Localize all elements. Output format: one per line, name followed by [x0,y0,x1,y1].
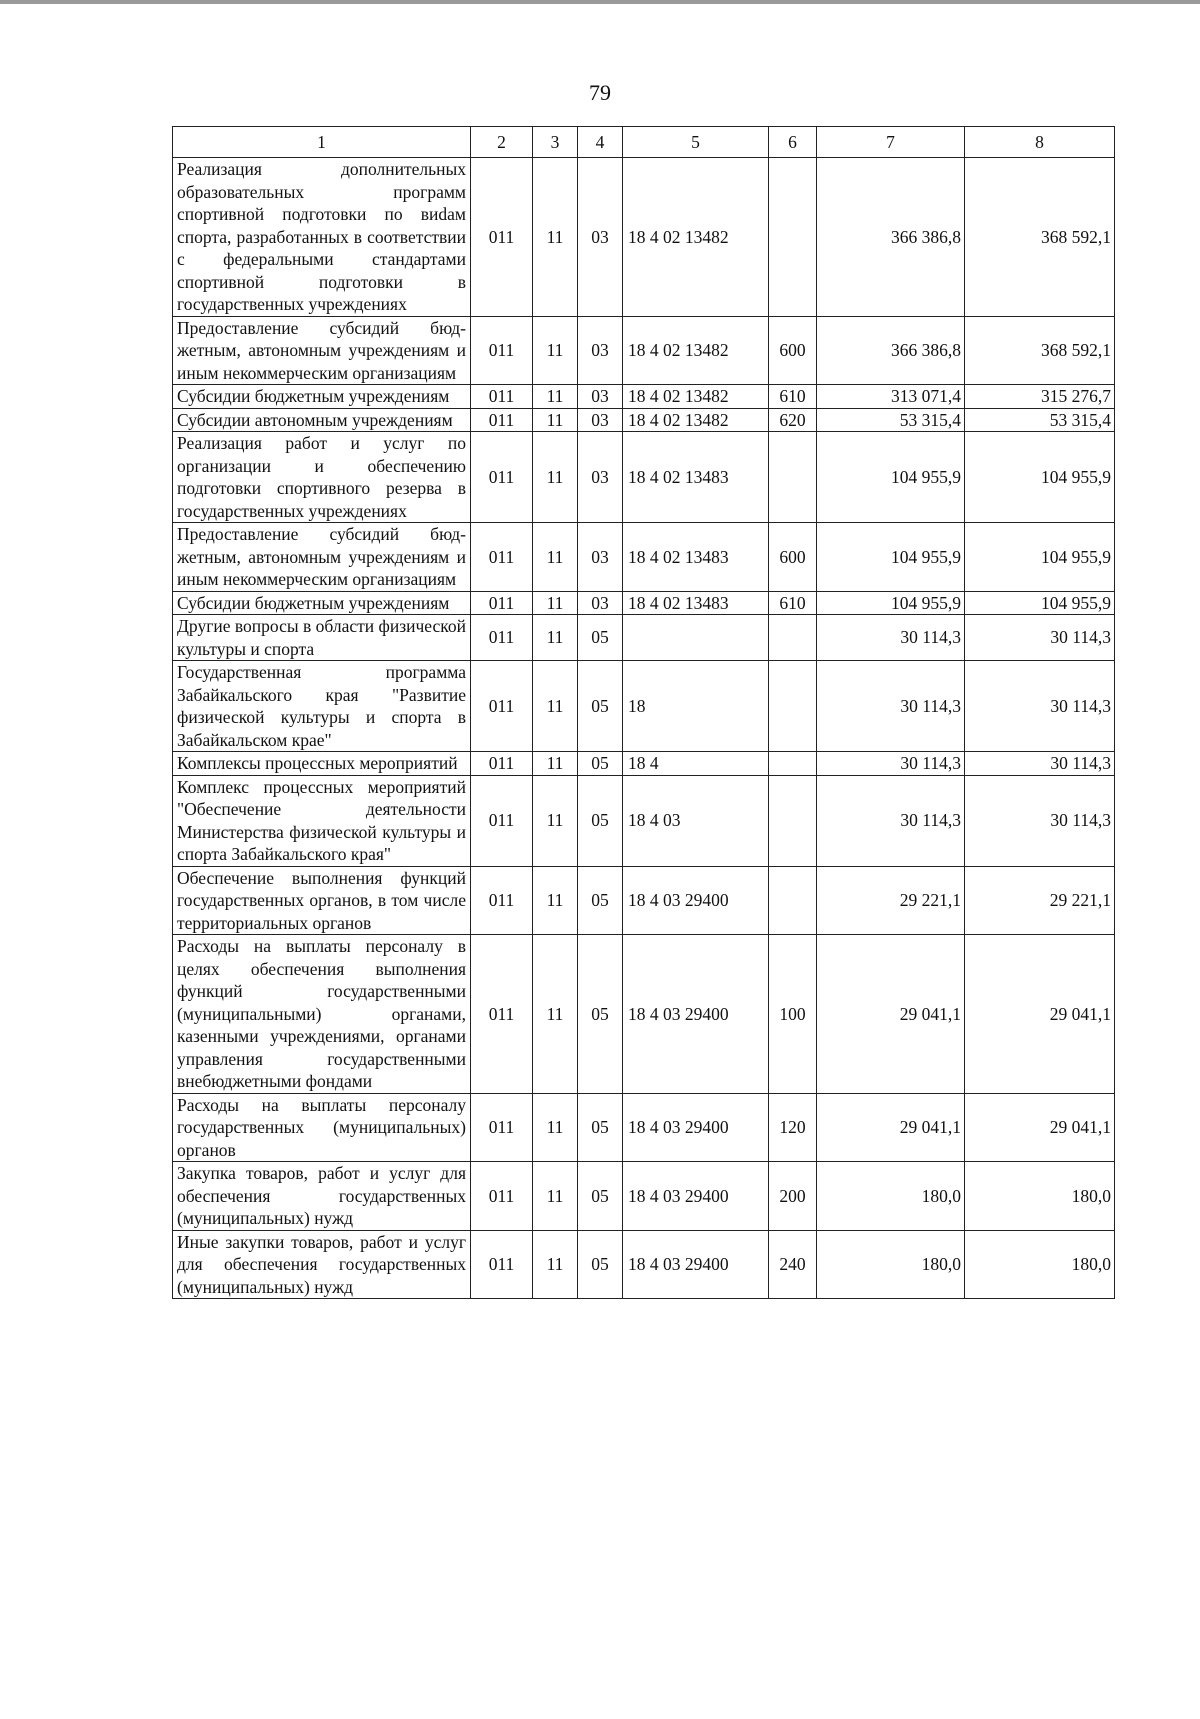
header-row [173,127,1115,158]
section-code-cell: 11 [533,1230,578,1299]
scan-top-edge [0,0,1200,4]
expense-name-cell: Закупка товаров, работ и услуг для обеспечения государственных (муниципальных) нужд [173,1162,471,1231]
expense-type-cell: 610 [769,385,817,409]
expense-type-cell [769,615,817,661]
amount-year2-cell: 30 114,3 [965,775,1115,866]
subsection-code-cell: 05 [578,775,623,866]
target-article-cell: 18 4 03 29400 [623,866,769,935]
subsection-code-cell: 05 [578,752,623,776]
amount-year2-cell: 30 114,3 [965,661,1115,752]
ministry-code-cell: 011 [471,935,533,1094]
header-col-6: 6 [769,127,817,158]
page-number: 79 [589,80,611,105]
target-article-cell: 18 [623,661,769,752]
target-article-cell: 18 4 02 13482 [623,408,769,432]
table-row [173,661,1115,752]
subsection-code-cell: 03 [578,591,623,615]
amount-year2-cell: 29 041,1 [965,935,1115,1094]
target-article-cell: 18 4 02 13482 [623,316,769,385]
target-article-cell: 18 4 02 13483 [623,432,769,523]
expense-name-cell: Государственная программа Забайкальского края "Развитие физической культуры и спорта в Забайкальском крае" [173,661,471,752]
table-row [173,775,1115,866]
table-row [173,752,1115,776]
target-article-cell: 18 4 03 29400 [623,1230,769,1299]
section-code-cell: 11 [533,615,578,661]
budget-table [172,126,1115,1299]
expense-type-cell [769,775,817,866]
expense-type-cell: 120 [769,1093,817,1162]
target-article-cell [623,615,769,661]
section-code-cell: 11 [533,408,578,432]
amount-year1-cell: 104 955,9 [817,432,965,523]
expense-type-cell [769,661,817,752]
target-article-cell: 18 4 02 13482 [623,385,769,409]
amount-year1-cell: 53 315,4 [817,408,965,432]
amount-year1-cell: 180,0 [817,1230,965,1299]
amount-year2-cell: 180,0 [965,1162,1115,1231]
table-row [173,866,1115,935]
amount-year1-cell: 313 071,4 [817,385,965,409]
expense-type-cell: 240 [769,1230,817,1299]
subsection-code-cell: 03 [578,316,623,385]
target-article-cell: 18 4 03 29400 [623,1093,769,1162]
expense-name-cell: Расходы на выплаты персоналу в целях обеспечения выполнения функций государственными (муниципальными) органами, казенными учреждениями, органами управления государственными внебюджетными фондами [173,935,471,1094]
amount-year2-cell: 53 315,4 [965,408,1115,432]
amount-year2-cell: 315 276,7 [965,385,1115,409]
subsection-code-cell: 05 [578,1093,623,1162]
header-col-5: 5 [623,127,769,158]
expense-name-cell: Комплекс процессных мероприятий "Обеспечение деятельности Министерства физической культуры и спорта Забайкальского края" [173,775,471,866]
section-code-cell: 11 [533,1162,578,1231]
target-article-cell: 18 4 [623,752,769,776]
header-col-3: 3 [533,127,578,158]
ministry-code-cell: 011 [471,615,533,661]
amount-year2-cell: 180,0 [965,1230,1115,1299]
table-row [173,316,1115,385]
amount-year1-cell: 30 114,3 [817,661,965,752]
ministry-code-cell: 011 [471,158,533,317]
table-row [173,615,1115,661]
header-col-4: 4 [578,127,623,158]
section-code-cell: 11 [533,866,578,935]
ministry-code-cell: 011 [471,661,533,752]
expense-name-cell: Другие вопросы в области физической культуры и спорта [173,615,471,661]
section-code-cell: 11 [533,935,578,1094]
amount-year1-cell: 30 114,3 [817,752,965,776]
ministry-code-cell: 011 [471,523,533,592]
header-col-7: 7 [817,127,965,158]
ministry-code-cell: 011 [471,1093,533,1162]
section-code-cell: 11 [533,661,578,752]
amount-year2-cell: 29 221,1 [965,866,1115,935]
target-article-cell: 18 4 02 13482 [623,158,769,317]
expense-type-cell: 620 [769,408,817,432]
section-code-cell: 11 [533,158,578,317]
expense-name-cell: Реализация работ и услуг по организации и обеспечению подготовки спортивного резерва в государственных учреждениях [173,432,471,523]
header-col-1: 1 [173,127,471,158]
section-code-cell: 11 [533,775,578,866]
table-row [173,1162,1115,1231]
amount-year2-cell: 30 114,3 [965,752,1115,776]
subsection-code-cell: 05 [578,866,623,935]
header-col-2: 2 [471,127,533,158]
target-article-cell: 18 4 02 13483 [623,591,769,615]
ministry-code-cell: 011 [471,316,533,385]
amount-year1-cell: 366 386,8 [817,316,965,385]
ministry-code-cell: 011 [471,408,533,432]
subsection-code-cell: 03 [578,523,623,592]
expense-type-cell: 200 [769,1162,817,1231]
expense-name-cell: Субсидии автономным учреждениям [173,408,471,432]
amount-year1-cell: 30 114,3 [817,775,965,866]
section-code-cell: 11 [533,316,578,385]
expense-name-cell: Реализация дополнительных образовательных программ спортивной подготовки по виdам спорта, разработанных в соответствии с федеральными стандартами спортивной подготовки в государственных учреждениях [173,158,471,317]
expense-type-cell: 610 [769,591,817,615]
expense-name-cell: Комплексы процессных мероприятий [173,752,471,776]
section-code-cell: 11 [533,385,578,409]
expense-name-cell: Иные закупки товаров, работ и услуг для обеспечения государственных (муниципальных) нужд [173,1230,471,1299]
amount-year1-cell: 180,0 [817,1162,965,1231]
amount-year2-cell: 29 041,1 [965,1093,1115,1162]
expense-type-cell: 600 [769,523,817,592]
target-article-cell: 18 4 03 [623,775,769,866]
amount-year2-cell: 104 955,9 [965,591,1115,615]
expense-name-cell: Расходы на выплаты персоналу государственных (муниципальных) органов [173,1093,471,1162]
expense-type-cell: 100 [769,935,817,1094]
ministry-code-cell: 011 [471,385,533,409]
subsection-code-cell: 03 [578,432,623,523]
section-code-cell: 11 [533,523,578,592]
subsection-code-cell: 03 [578,158,623,317]
subsection-code-cell: 03 [578,385,623,409]
amount-year1-cell: 366 386,8 [817,158,965,317]
table-row [173,408,1115,432]
table-row [173,591,1115,615]
subsection-code-cell: 05 [578,1230,623,1299]
expense-name-cell: Субсидии бюджетным учреждениям [173,591,471,615]
expense-type-cell [769,866,817,935]
amount-year1-cell: 104 955,9 [817,591,965,615]
ministry-code-cell: 011 [471,866,533,935]
target-article-cell: 18 4 02 13483 [623,523,769,592]
table-row [173,385,1115,409]
amount-year2-cell: 104 955,9 [965,523,1115,592]
amount-year2-cell: 368 592,1 [965,316,1115,385]
ministry-code-cell: 011 [471,1230,533,1299]
amount-year2-cell: 104 955,9 [965,432,1115,523]
amount-year1-cell: 29 041,1 [817,935,965,1094]
subsection-code-cell: 05 [578,615,623,661]
section-code-cell: 11 [533,752,578,776]
amount-year1-cell: 29 041,1 [817,1093,965,1162]
target-article-cell: 18 4 03 29400 [623,935,769,1094]
amount-year2-cell: 30 114,3 [965,615,1115,661]
amount-year1-cell: 29 221,1 [817,866,965,935]
table-row [173,1093,1115,1162]
expense-type-cell [769,158,817,317]
subsection-code-cell: 05 [578,661,623,752]
ministry-code-cell: 011 [471,1162,533,1231]
expense-name-cell: Обеспечение выполнения функций государственных органов, в том числе территориальных органов [173,866,471,935]
amount-year1-cell: 30 114,3 [817,615,965,661]
ministry-code-cell: 011 [471,591,533,615]
expense-type-cell [769,752,817,776]
expense-type-cell: 600 [769,316,817,385]
header-col-8: 8 [965,127,1115,158]
table-row [173,1230,1115,1299]
ministry-code-cell: 011 [471,432,533,523]
table-row [173,158,1115,317]
section-code-cell: 11 [533,1093,578,1162]
target-article-cell: 18 4 03 29400 [623,1162,769,1231]
ministry-code-cell: 011 [471,752,533,776]
ministry-code-cell: 011 [471,775,533,866]
expense-type-cell [769,432,817,523]
expense-name-cell: Субсидии бюджетным учреждениям [173,385,471,409]
table-row [173,432,1115,523]
expense-name-cell: Предоставление субсидий бюджетным, автономным учреждениям и иным некоммерческим организациям [173,523,471,592]
table-row [173,523,1115,592]
table-body [173,158,1115,1299]
subsection-code-cell: 05 [578,1162,623,1231]
section-code-cell: 11 [533,432,578,523]
expense-name-cell: Предоставление субсидий бюджетным, автономным учреждениям и иным некоммерческим организациям [173,316,471,385]
subsection-code-cell: 03 [578,408,623,432]
section-code-cell: 11 [533,591,578,615]
amount-year2-cell: 368 592,1 [965,158,1115,317]
amount-year1-cell: 104 955,9 [817,523,965,592]
table-row [173,935,1115,1094]
subsection-code-cell: 05 [578,935,623,1094]
